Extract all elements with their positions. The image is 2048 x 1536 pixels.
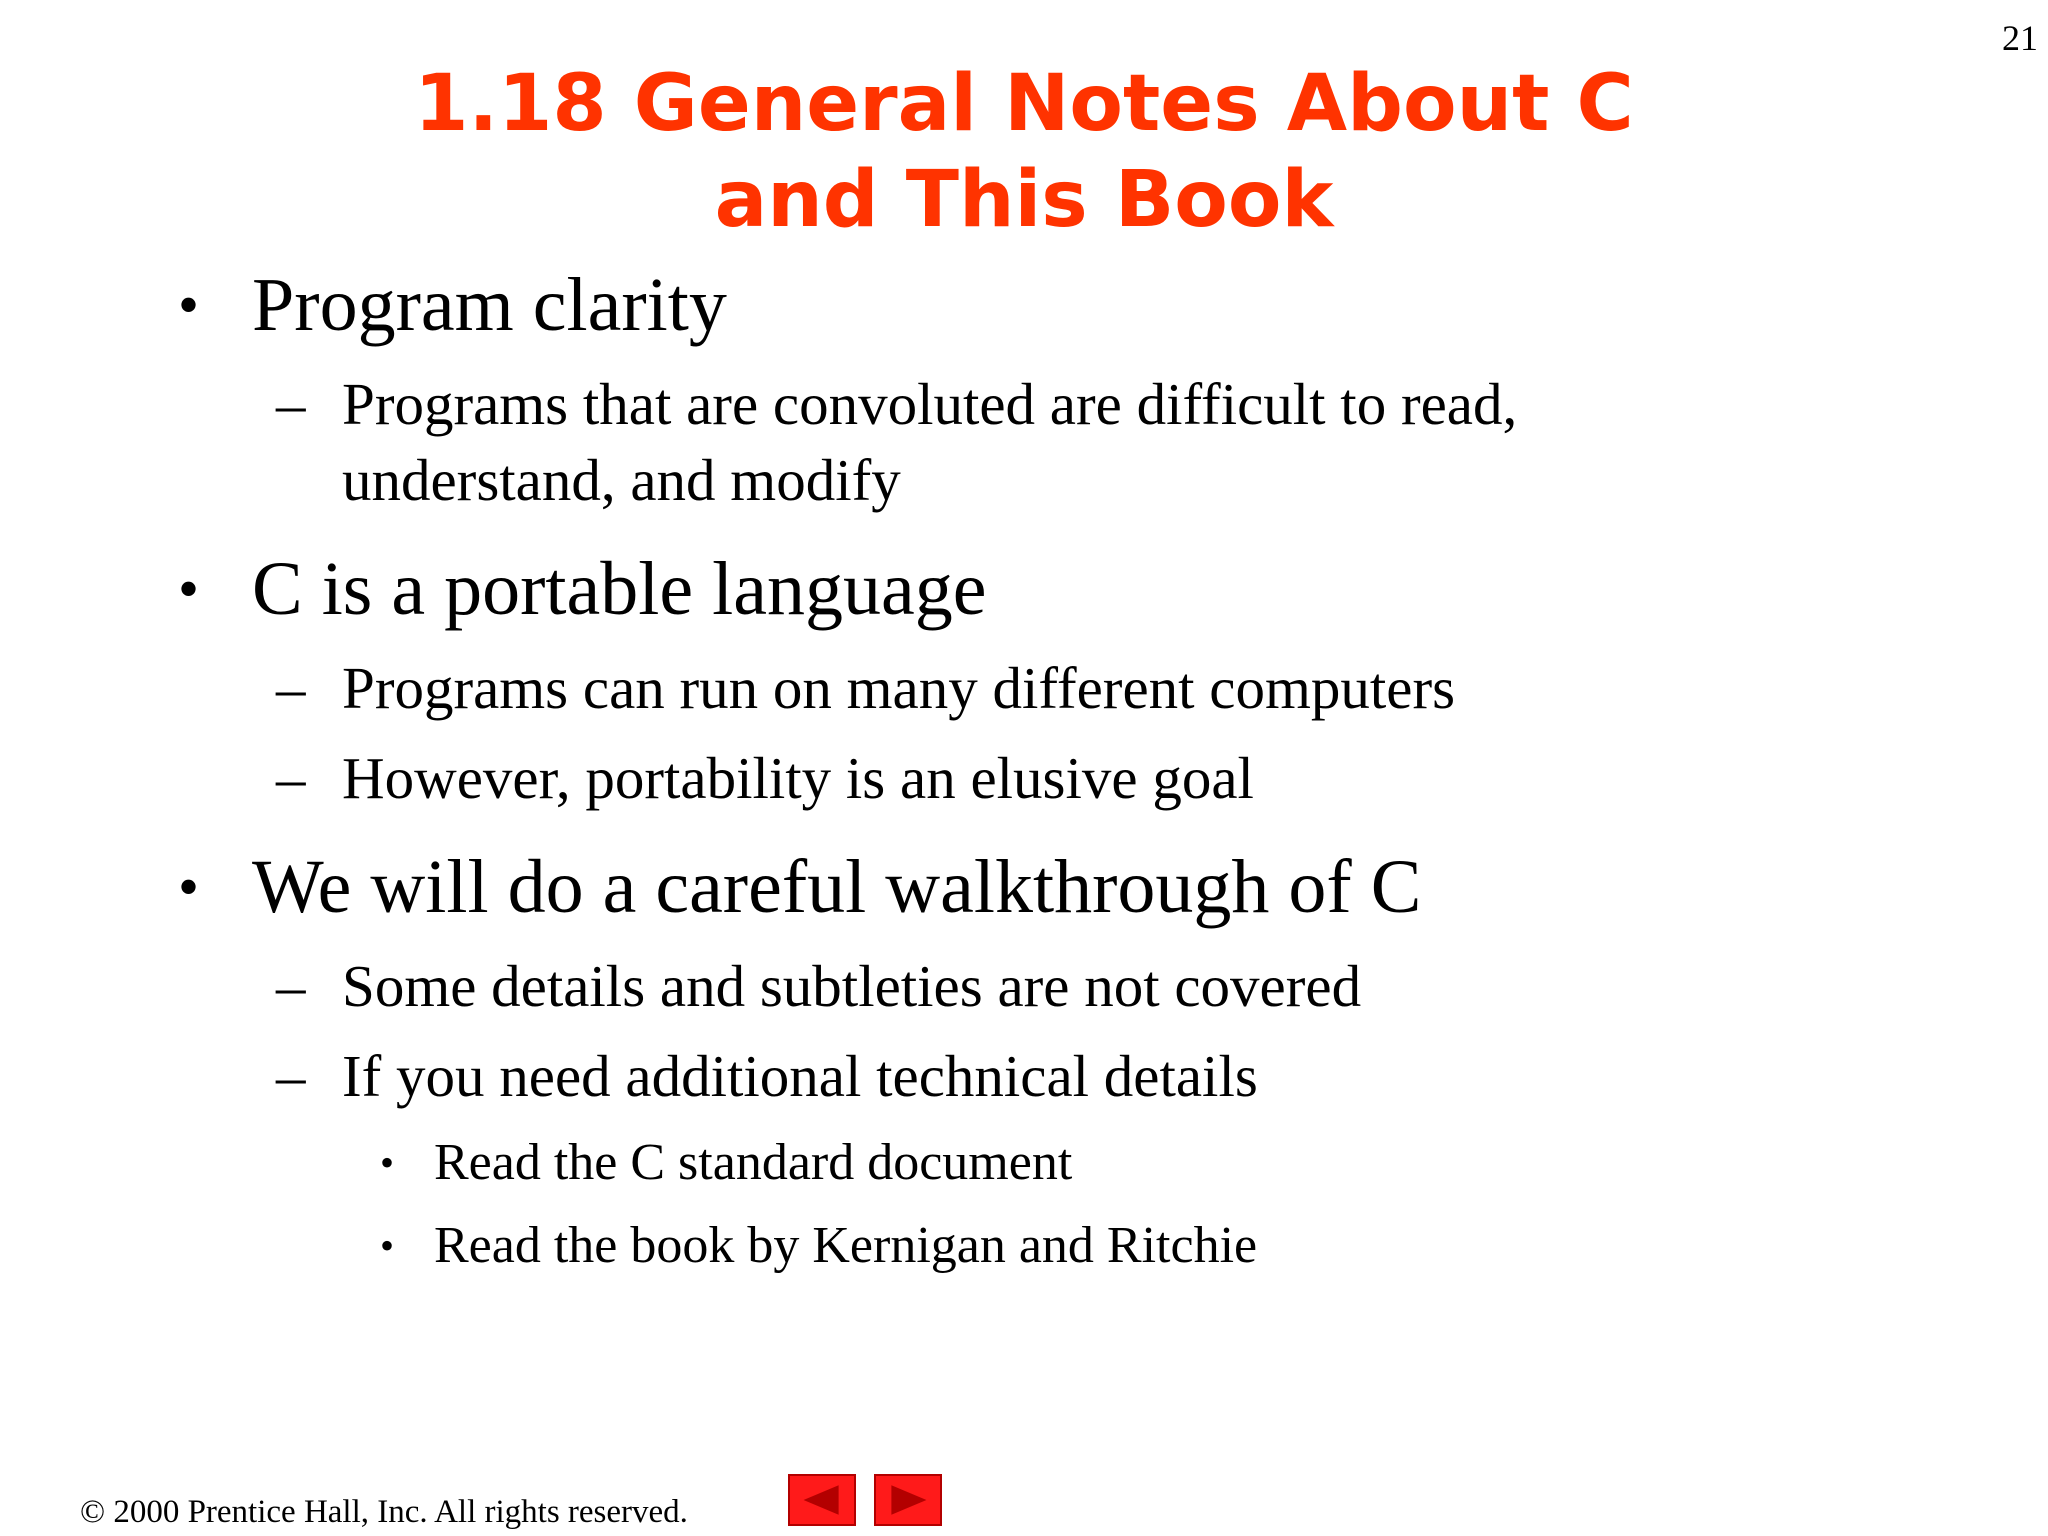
right-arrow-icon [876,1476,940,1524]
sub-sub-bullet-text: Read the book by Kernigan and Ritchie [434,1217,1258,1274]
bullet-mark: • [380,1140,395,1185]
sub-bullet-text: However, portability is an elusive goal [342,745,1254,811]
bullet-mark: • [380,1223,395,1268]
slide-title-line-2: and This Book [714,155,1334,245]
left-arrow-icon [790,1476,854,1524]
dash-mark: – [276,953,306,1019]
bullet-text: We will do a careful walkthrough of C [252,845,1422,929]
bullet-text: Program clarity [252,263,727,347]
page-number: 21 [2002,18,2038,58]
bullet-mark: • [178,272,200,338]
bullet-text: C is a portable language [252,547,987,631]
copyright-footer: © 2000 Prentice Hall, Inc. All rights reserved. [80,1494,688,1530]
sub-bullet-text: If you need additional technical details [342,1043,1258,1109]
sub-bullet-text: Programs that are convoluted are difficult to read, [342,371,1518,437]
dash-mark: – [276,1043,306,1109]
slide-title-line-1: 1.18 General Notes About C [414,59,1634,149]
bullet-mark: • [178,556,200,622]
previous-slide-button[interactable] [788,1474,856,1526]
bullet-mark: • [178,854,200,920]
dash-mark: – [276,655,306,721]
sub-bullet-text: Some details and subtleties are not covered [342,953,1362,1019]
next-slide-button[interactable] [874,1474,942,1526]
dash-mark: – [276,745,306,811]
slide-title [0,56,2048,248]
dash-mark: – [276,371,306,437]
sub-sub-bullet-text: Read the C standard document [434,1134,1073,1191]
sub-bullet-text: understand, and modify [342,447,901,513]
sub-bullet-text: Programs can run on many different computers [342,655,1456,721]
